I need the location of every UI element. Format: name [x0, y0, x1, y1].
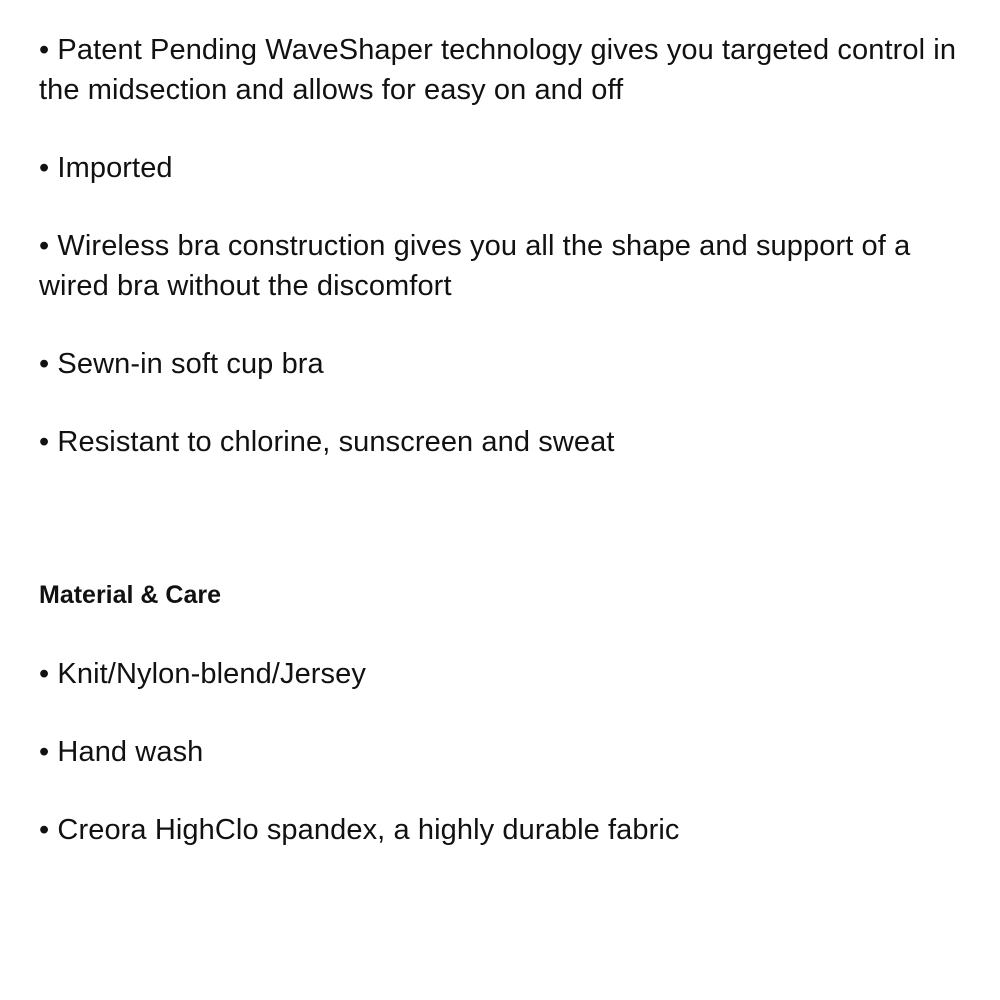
bullet-item — [39, 422, 984, 462]
bullet-item — [39, 226, 984, 306]
bullet-text: • Imported — [39, 152, 173, 184]
bullet-text: • Patent Pending WaveShaper technology gives you targeted control in the midsection and allows for easy on and off — [39, 34, 956, 106]
material-care-section — [39, 578, 984, 850]
bullet-text: • Creora HighClo spandex, a highly durable fabric — [39, 814, 680, 846]
bullet-text: • Resistant to chlorine, sunscreen and sweat — [39, 426, 615, 458]
bullet-item — [39, 654, 984, 694]
bullet-item — [39, 30, 984, 110]
bullet-text: • Sewn-in soft cup bra — [39, 348, 324, 380]
details-bullet-list — [39, 30, 984, 462]
product-description — [39, 30, 984, 846]
material-care-heading: Material & Care — [39, 581, 222, 609]
bullet-item — [39, 732, 984, 772]
bullet-item — [39, 344, 984, 384]
bullet-text: • Wireless bra construction gives you all the shape and support of a wired bra without the discomfort — [39, 230, 910, 302]
bullet-text: • Knit/Nylon-blend/Jersey — [39, 658, 366, 690]
bullet-text: • Hand wash — [39, 736, 203, 768]
care-bullet-list — [39, 654, 984, 850]
bullet-item — [39, 148, 984, 188]
bullet-item — [39, 810, 984, 850]
product-details-section — [39, 30, 984, 462]
